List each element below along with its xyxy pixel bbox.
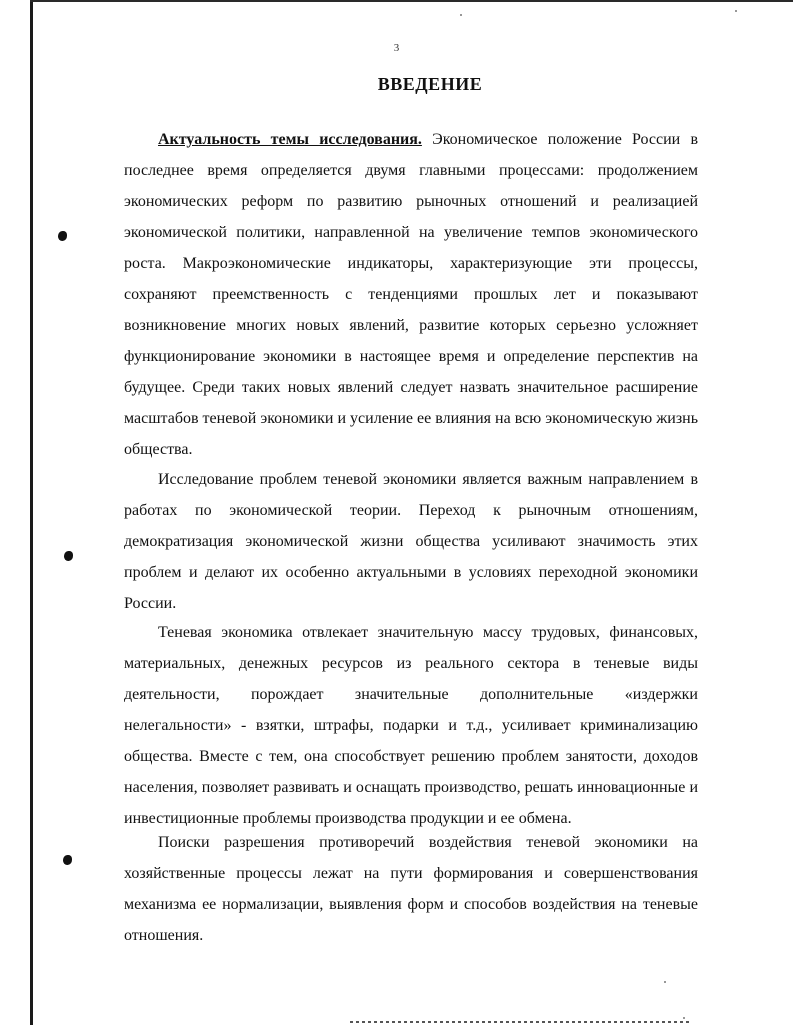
binding-hole-mark — [63, 855, 72, 865]
paragraph-lead-title: Актуальность темы исследования. — [158, 131, 422, 148]
scan-speck — [735, 10, 737, 12]
scan-top-edge — [30, 0, 793, 2]
page-number: 3 — [393, 42, 400, 54]
paragraph-contradictions — [124, 827, 698, 951]
paragraph-text: Поиски разрешения противоречий воздействия теневой экономики на хозяйственные процессы лежат на пути формирования и совершенствования механизма ее нормализации, выявления форм и способов воздействия на теневые отношения. — [124, 834, 698, 944]
paragraph-relevance — [124, 124, 698, 465]
scan-speck — [664, 981, 666, 983]
paragraph-research — [124, 464, 698, 619]
scan-bottom-edge — [350, 1021, 690, 1023]
paragraph-shadow-economy — [124, 617, 698, 834]
scan-speck — [460, 14, 462, 16]
paragraph-text: Теневая экономика отвлекает значительную массу трудовых, финансовых, материальных, денежных ресурсов из реального сектора в теневые виды деятельности, порождает значительные дополнительные «издержки нелегальности» - взятки, штрафы, подарки и т.д., усиливает криминализацию общества. Вместе с тем, она способствует решению проблем занятости, доходов населения, позволяет развивать и оснащать производство, решать инновационные и инвестиционные проблемы производства продукции и ее обмена. — [124, 624, 698, 827]
paragraph-text: Исследование проблем теневой экономики является важным направлением в работах по экономической теории. Переход к рыночным отношениям, демократизация экономической жизни общества усиливают значимость этих проблем и делают их особенно актуальными в условиях переходной экономики России. — [124, 471, 698, 612]
scan-left-edge — [30, 0, 33, 1025]
binding-hole-mark — [64, 551, 73, 561]
scan-speck — [683, 1017, 685, 1019]
page-title: ВВЕДЕНИЕ — [377, 74, 483, 94]
paragraph-text: Экономическое положение России в последнее время определяется двумя главными процессами: продолжением экономических реформ по развитию рыночных отношений и реализацией экономической политики, направленной на увеличение темпов экономического роста. Макроэкономические индикаторы, характеризующие эти процессы, сохраняют преемственность с тенденциями прошлых лет и показывают возникновение многих новых явлений, развитие которых серьезно усложняет функционирование экономики в настоящее время и определение перспектив на будущее. Среди таких новых явлений следует назвать значительное расширение масштабов теневой экономики и усиление ее влияния на всю экономическую жизнь общества. — [124, 131, 699, 458]
binding-hole-mark — [58, 231, 67, 241]
